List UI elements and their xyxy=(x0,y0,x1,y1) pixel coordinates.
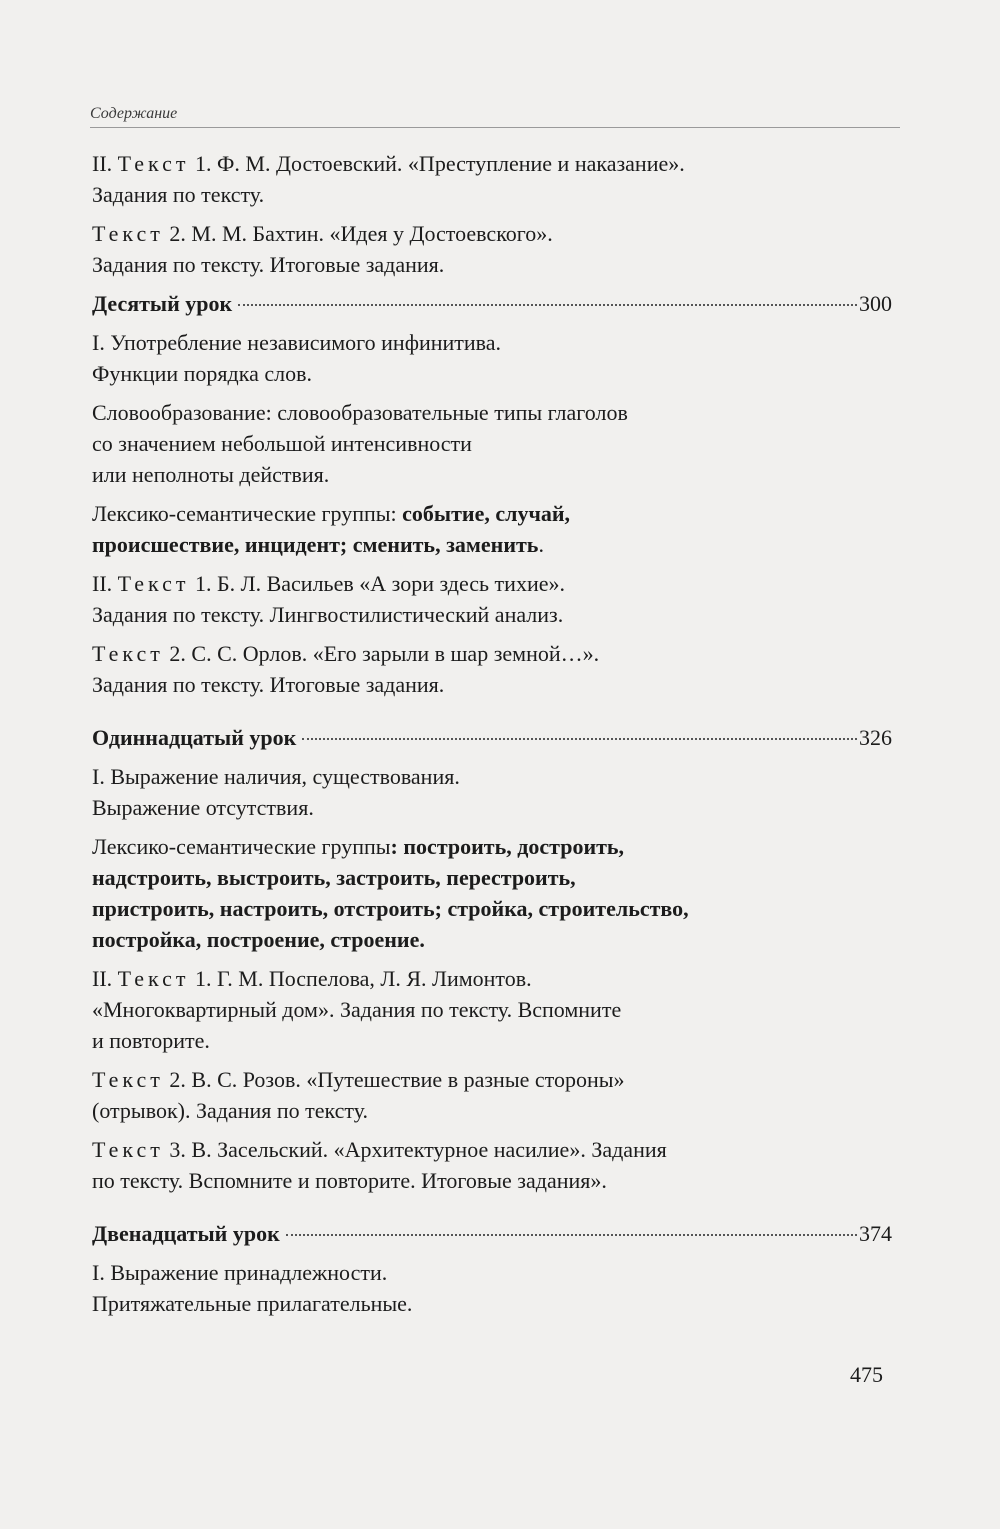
page-ref: 300 xyxy=(859,291,892,316)
toc-entry: II. Текст 1. Б. Л. Васильев «А зори здесь тихие». Задания по тексту. Лингвостилистический анализ. xyxy=(92,571,565,627)
lesson-heading-10[interactable]: Десятый урок 300 xyxy=(92,288,892,319)
toc-entry: Текст 2. В. С. Розов. «Путешествие в разные стороны» (отрывок). Задания по тексту. xyxy=(92,1067,625,1123)
toc-entry: I. Выражение принадлежности. Притяжательные прилагательные. xyxy=(92,1260,413,1316)
leader-dots xyxy=(286,1234,857,1236)
lesson-heading-12[interactable]: Двенадцатый урок 374 xyxy=(92,1218,892,1249)
toc-entry: Текст 3. В. Засельский. «Архитектурное насилие». Задания по тексту. Вспомните и повторите. Итоговые задания». xyxy=(92,1137,667,1193)
lesson-heading-11[interactable]: Одиннадцатый урок 326 xyxy=(92,722,892,753)
table-of-contents xyxy=(92,148,892,1327)
running-header: Содержание xyxy=(90,105,900,128)
toc-entry: Лексико-семантические группы: событие, случай, происшествие, инцидент; сменить, заменить. xyxy=(92,501,571,557)
toc-entry: I. Употребление независимого инфинитива. Функции порядка слов. xyxy=(92,330,502,386)
leader-dots xyxy=(302,738,857,740)
toc-entry: II. Текст 1. Ф. М. Достоевский. «Преступление и наказание». Задания по тексту. xyxy=(92,151,685,207)
page-ref: 326 xyxy=(859,725,892,750)
toc-entry: II. Текст 1. Г. М. Поспелова, Л. Я. Лимонтов. «Многоквартирный дом». Задания по тексту. Вспомните и повторите. xyxy=(92,966,622,1053)
toc-entry: Текст 2. С. С. Орлов. «Его зарыли в шар земной…». Задания по тексту. Итоговые задания. xyxy=(92,641,600,697)
toc-entry: Текст 2. М. М. Бахтин. «Идея у Достоевского». Задания по тексту. Итоговые задания. xyxy=(92,221,553,277)
page-ref: 374 xyxy=(859,1221,892,1246)
page-number: 475 xyxy=(850,1362,883,1387)
toc-entry: Словообразование: словообразовательные типы глаголов со значением небольшой интенсивности или неполноты действия. xyxy=(92,400,628,487)
toc-entry: I. Выражение наличия, существования. Выражение отсутствия. xyxy=(92,764,460,820)
toc-entry: Лексико-семантические группы: построить, достроить, надстроить, выстроить, застроить, перестроить, пристроить, настроить, отстроить; стройка, строительство, постройка, построение, строение. xyxy=(92,834,689,952)
leader-dots xyxy=(238,304,857,306)
